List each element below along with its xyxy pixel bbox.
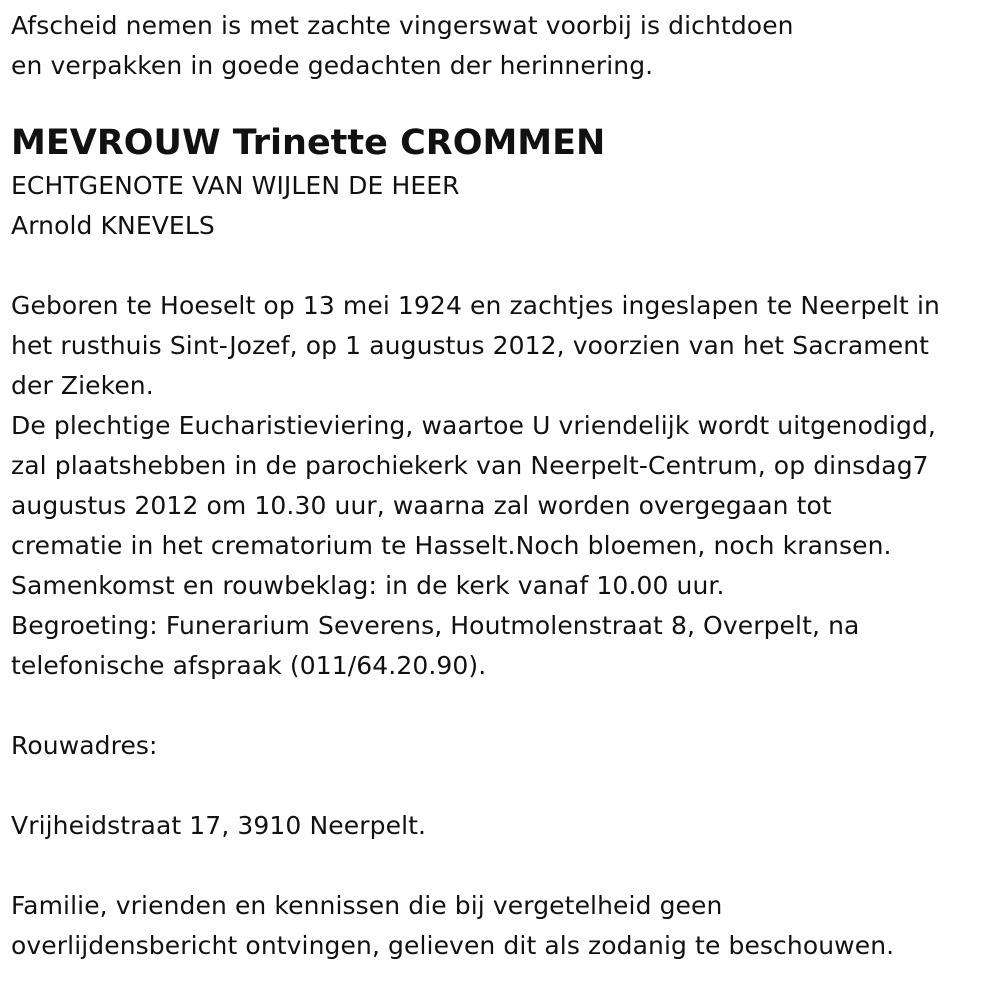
details-line-6: augustus 2012 om 10.30 uur, waarna zal worden overgegaan tot xyxy=(11,491,832,520)
obituary-document xyxy=(11,6,996,966)
details-line-2: het rusthuis Sint-Jozef, op 1 augustus 2012, voorzien van het Sacrament xyxy=(11,331,930,360)
details-line-8: Samenkomst en rouwbeklag: in de kerk vanaf 10.00 uur. xyxy=(11,571,725,600)
intro-verse xyxy=(11,6,996,86)
intro-line-1: Afscheid nemen is met zachte vingerswat voorbij is dichtdoen xyxy=(11,11,794,40)
details-line-1: Geboren te Hoeselt op 13 mei 1924 en zachtjes ingeslapen te Neerpelt in xyxy=(11,291,940,320)
address-label: Rouwadres: xyxy=(11,731,158,760)
spouse-block xyxy=(11,166,996,246)
details-line-5: zal plaatshebben in de parochiekerk van Neerpelt-Centrum, op dinsdag7 xyxy=(11,451,929,480)
deceased-name-title: MEVROUW Trinette CROMMEN xyxy=(11,123,606,163)
details-line-3: der Zieken. xyxy=(11,371,154,400)
address-value: Vrijheidstraat 17, 3910 Neerpelt. xyxy=(11,811,427,840)
spouse-line-1: ECHTGENOTE VAN WIJLEN DE HEER xyxy=(11,171,460,200)
spacer xyxy=(11,766,996,806)
details-line-10: telefonische afspraak (011/64.20.90). xyxy=(11,651,487,680)
closing-line-1: Familie, vrienden en kennissen die bij vergetelheid geen xyxy=(11,891,723,920)
details-line-7: crematie in het crematorium te Hasselt.Noch bloemen, noch kransen. xyxy=(11,531,892,560)
intro-line-2: en verpakken in goede gedachten der herinnering. xyxy=(11,51,654,80)
spacer xyxy=(11,246,996,286)
details-paragraph xyxy=(11,286,996,686)
closing-line-2: overlijdensbericht ontvingen, gelieven dit als zodanig te beschouwen. xyxy=(11,931,895,960)
closing-note xyxy=(11,886,996,966)
spouse-line-2: Arnold KNEVELS xyxy=(11,211,215,240)
details-line-9: Begroeting: Funerarium Severens, Houtmolenstraat 8, Overpelt, na xyxy=(11,611,860,640)
spacer xyxy=(11,846,996,886)
spacer xyxy=(11,686,996,726)
details-line-4: De plechtige Eucharistieviering, waartoe U vriendelijk wordt uitgenodigd, xyxy=(11,411,936,440)
